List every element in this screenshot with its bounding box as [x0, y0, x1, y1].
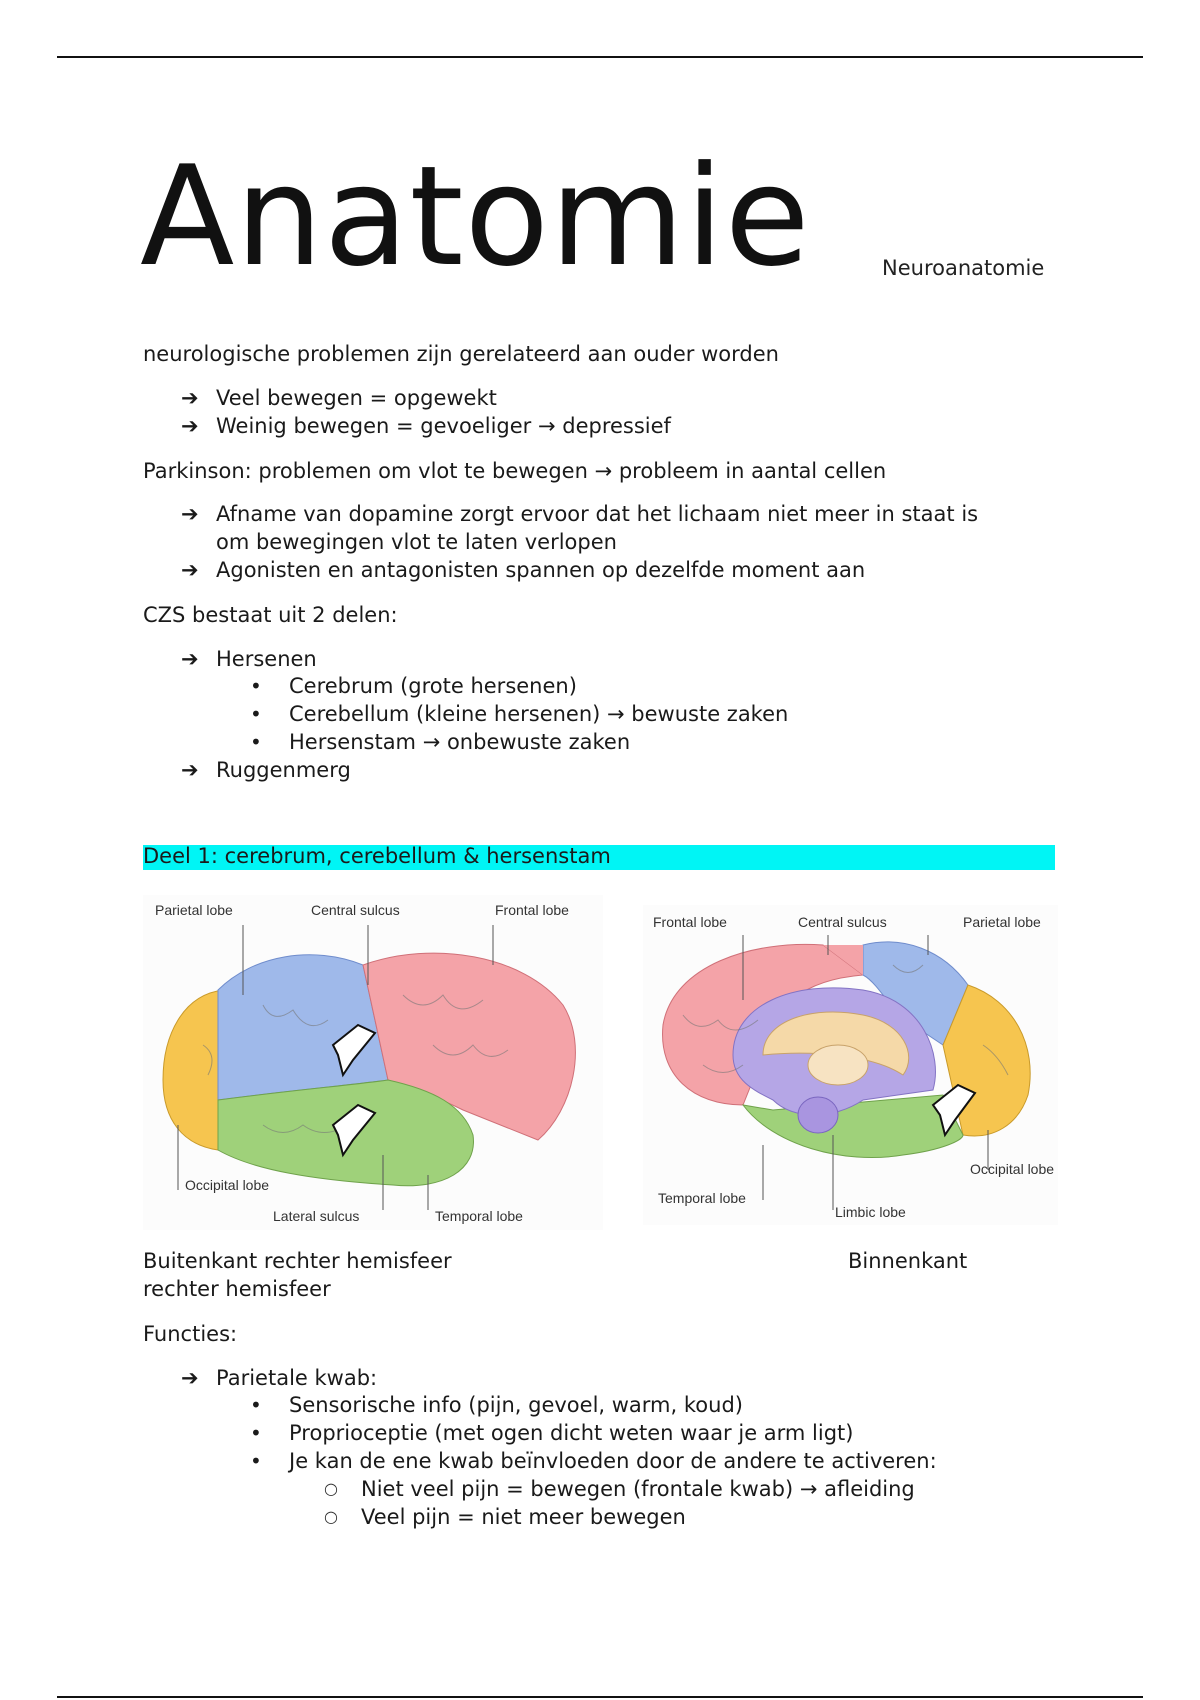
arrow-bullet-icon: ➔ [181, 414, 199, 438]
functies-sub-3: Je kan de ene kwab beïnvloeden door de andere te activeren: [289, 1449, 937, 1473]
label-temporal-lobe: Temporal lobe [435, 1208, 523, 1224]
bullet-icon: • [250, 1393, 262, 1417]
czs-sub-3: Hersenstam → onbewuste zaken [289, 730, 631, 754]
parkinson-item-1-cont: om bewegingen vlot te laten verlopen [216, 530, 617, 554]
caption-left: Buitenkant rechter hemisfeer [143, 1249, 452, 1273]
arrow-bullet-icon: ➔ [181, 502, 199, 526]
caption-left-wrap: rechter hemisfeer [143, 1277, 331, 1301]
czs-sub-1: Cerebrum (grote hersenen) [289, 674, 577, 698]
label-lateral-sulcus: Lateral sulcus [273, 1208, 360, 1224]
label-parietal-lobe: Parietal lobe [963, 914, 1041, 930]
intro-item-2: Weinig bewegen = gevoeliger → depressief [216, 414, 671, 438]
czs-hersenen: Hersenen [216, 647, 317, 671]
bullet-icon: • [250, 702, 262, 726]
label-limbic-lobe: Limbic lobe [835, 1204, 906, 1220]
bullet-icon: • [250, 1449, 262, 1473]
arrow-bullet-icon: ➔ [181, 386, 199, 410]
arrow-bullet-icon: ➔ [181, 647, 199, 671]
arrow-bullet-icon: ➔ [181, 558, 199, 582]
functies-sub-2: Proprioceptie (met ogen dicht weten waar je arm ligt) [289, 1421, 854, 1445]
occipital-lobe-region [163, 990, 223, 1150]
functies-subsub-2: Veel pijn = niet meer bewegen [361, 1505, 686, 1529]
arrow-bullet-icon: ➔ [181, 758, 199, 782]
brain-lateral-figure [143, 895, 603, 1230]
circle-bullet-icon: ○ [324, 1507, 338, 1526]
top-rule [57, 56, 1143, 58]
page-title: Anatomie [140, 136, 811, 297]
page-subtitle: Neuroanatomie [882, 256, 1045, 280]
label-frontal-lobe: Frontal lobe [653, 914, 727, 930]
functies-subsub-1: Niet veel pijn = bewegen (frontale kwab) → afleiding [361, 1477, 915, 1501]
brain-medial-figure [643, 905, 1058, 1225]
label-occipital-lobe: Occipital lobe [970, 1161, 1055, 1177]
bullet-icon: • [250, 1421, 262, 1445]
czs-line: CZS bestaat uit 2 delen: [143, 603, 398, 627]
intro-item-1: Veel bewegen = opgewekt [216, 386, 497, 410]
caption-right: Binnenkant [848, 1249, 968, 1273]
label-temporal-lobe: Temporal lobe [658, 1190, 746, 1206]
intro-line: neurologische problemen zijn gerelateerd aan ouder worden [143, 342, 779, 366]
czs-sub-2: Cerebellum (kleine hersenen) → bewuste zaken [289, 702, 789, 726]
bullet-icon: • [250, 730, 262, 754]
functies-line: Functies: [143, 1322, 238, 1346]
section-heading: Deel 1: cerebrum, cerebellum & hersenstam [143, 844, 611, 868]
label-central-sulcus: Central sulcus [798, 914, 887, 930]
arrow-bullet-icon: ➔ [181, 1366, 199, 1390]
label-frontal-lobe: Frontal lobe [495, 902, 569, 918]
functies-sub-1: Sensorische info (pijn, gevoel, warm, koud) [289, 1393, 743, 1417]
circle-bullet-icon: ○ [324, 1479, 338, 1498]
functies-parietale: Parietale kwab: [216, 1366, 378, 1390]
label-parietal-lobe: Parietal lobe [155, 902, 233, 918]
parkinson-item-2: Agonisten en antagonisten spannen op dezelfde moment aan [216, 558, 866, 582]
label-occipital-lobe: Occipital lobe [185, 1177, 270, 1193]
bullet-icon: • [250, 674, 262, 698]
czs-ruggenmerg: Ruggenmerg [216, 758, 351, 782]
parkinson-item-1: Afname van dopamine zorgt ervoor dat het lichaam niet meer in staat is [216, 502, 979, 526]
bottom-rule [57, 1696, 1143, 1698]
label-central-sulcus: Central sulcus [311, 902, 400, 918]
parkinson-line: Parkinson: problemen om vlot te bewegen → probleem in aantal cellen [143, 459, 887, 483]
